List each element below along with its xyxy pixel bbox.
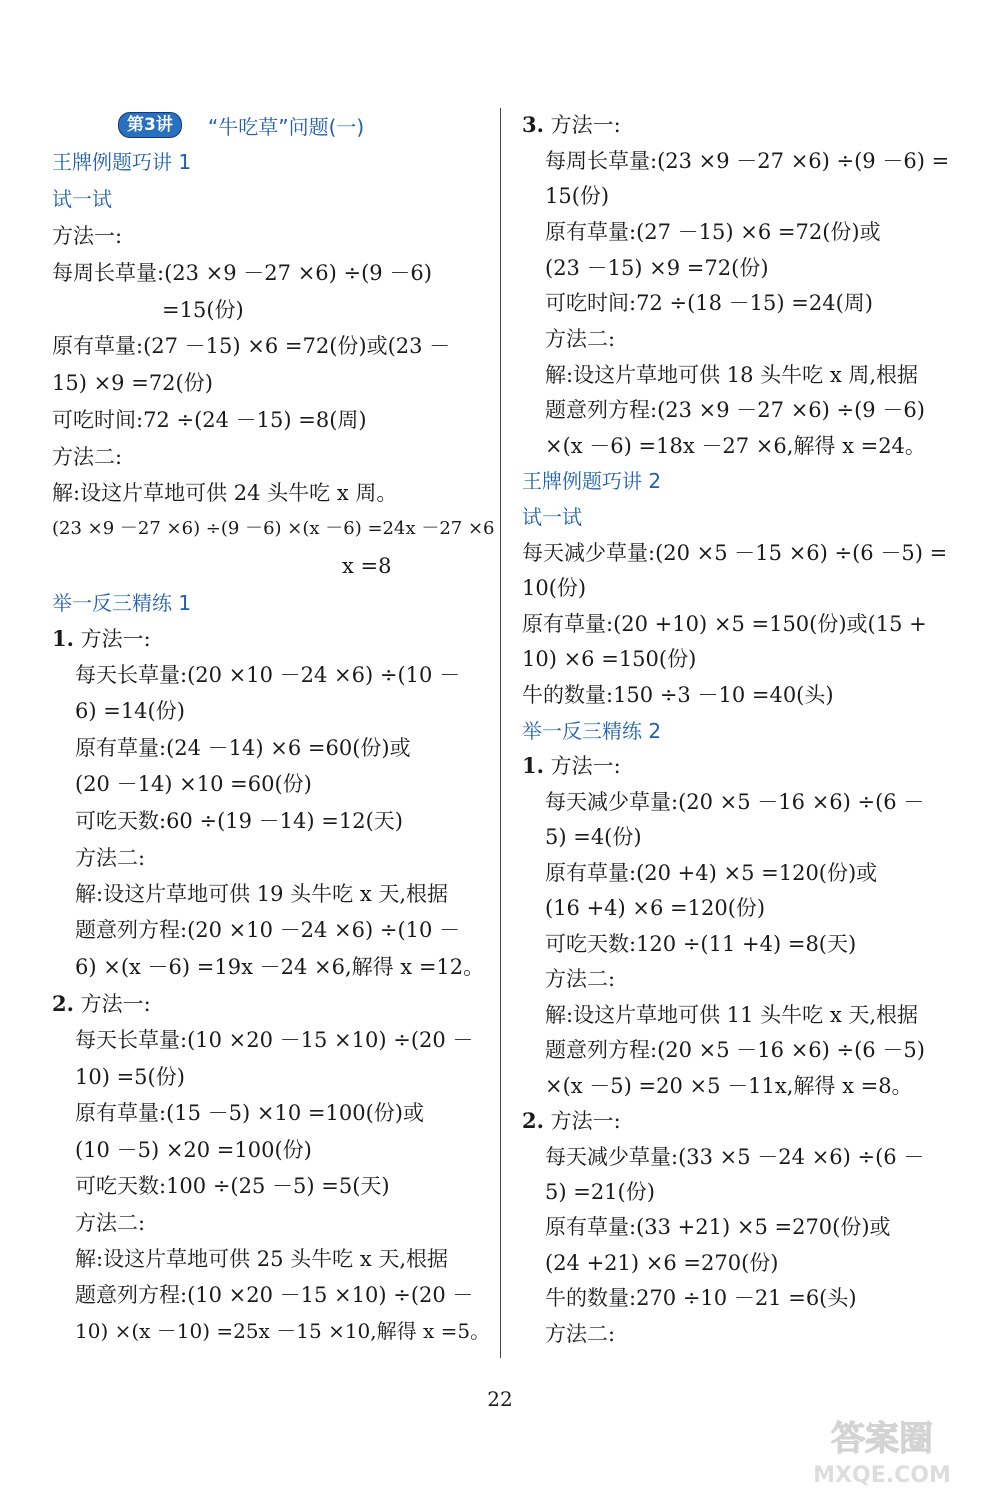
solution-line: 每周长草量:(23 ×9 －27 ×6) ÷(9 －6) — [52, 261, 432, 285]
solution-line: 原有草量:(33 +21) ×5 =270(份)或 — [545, 1215, 891, 1239]
solution-line: =15(份) — [162, 298, 244, 322]
watermark-text: 答案圈 — [831, 1419, 933, 1459]
equation-line: (23 ×9 －27 ×6) ÷(9 －6) ×(x －6) =24x －27 ×6 — [52, 518, 495, 539]
watermark-url: MXQE.COM — [813, 1463, 951, 1488]
solution-line: 5) =4(份) — [545, 825, 642, 849]
method-label: 方法一: — [550, 1109, 621, 1133]
solution-line: (23 －15) ×9 =72(份) — [545, 256, 769, 280]
lecture-title: “牛吃草”问题(一) — [207, 114, 365, 139]
solution-line: 可吃天数:60 ÷(19 －14) =12(天) — [75, 809, 403, 833]
section-heading: 王牌例题巧讲 1 — [52, 150, 192, 174]
method-label: 方法二: — [545, 327, 616, 351]
method-label: 方法二: — [545, 967, 616, 991]
solution-line: 原有草量:(20 +4) ×5 =120(份)或 — [545, 861, 878, 885]
method-label: 方法二: — [52, 445, 123, 469]
solution-line: 每天减少草量:(20 ×5 －15 ×6) ÷(6 －5) = — [522, 541, 948, 565]
subsection-heading: 试一试 — [52, 187, 112, 211]
problem-number: 2. — [52, 991, 74, 1016]
solution-line: 10) ×6 =150(份) — [522, 647, 697, 671]
problem-item — [522, 1106, 621, 1136]
solution-line: 解:设这片草地可供 19 头牛吃 x 天,根据 — [75, 882, 449, 906]
lecture-badge: 第3讲 — [118, 112, 182, 138]
method-label: 方法一: — [550, 754, 621, 778]
section-heading: 举一反三精练 2 — [522, 719, 662, 743]
method-label: 方法二: — [75, 1211, 146, 1235]
solution-line: 10) =5(份) — [75, 1065, 185, 1089]
solution-line: 解:设这片草地可供 25 头牛吃 x 天,根据 — [75, 1247, 449, 1271]
solution-line: 可吃时间:72 ÷(24 －15) =8(周) — [52, 408, 367, 432]
problem-number: 3. — [522, 112, 544, 137]
method-label: 方法二: — [545, 1322, 616, 1346]
solution-line: ×(x －6) =18x －27 ×6,解得 x =24。 — [545, 434, 926, 458]
equation-result: x =8 — [342, 554, 392, 578]
problem-item — [522, 751, 621, 781]
solution-line: 原有草量:(15 －5) ×10 =100(份)或 — [75, 1101, 424, 1125]
solution-line: 可吃天数:120 ÷(11 +4) =8(天) — [545, 932, 857, 956]
solution-line: 可吃时间:72 ÷(18 －15) =24(周) — [545, 291, 873, 315]
section-heading: 举一反三精练 1 — [52, 591, 192, 615]
solution-line: 每周长草量:(23 ×9 －27 ×6) ÷(9 －6) = — [545, 149, 950, 173]
solution-line: 可吃天数:100 ÷(25 －5) =5(天) — [75, 1174, 390, 1198]
watermark-logo — [782, 1408, 982, 1488]
solution-line: 每天长草量:(20 ×10 －24 ×6) ÷(10 － — [75, 663, 461, 687]
problem-item — [522, 110, 621, 140]
solution-line: 牛的数量:150 ÷3 －10 =40(头) — [522, 683, 834, 707]
method-label: 方法一: — [80, 627, 151, 651]
solution-line: 15) ×9 =72(份) — [52, 371, 213, 395]
solution-line: 10) ×(x －10) =25x －15 ×10,解得 x =5。 — [75, 1319, 491, 1343]
problem-number: 1. — [52, 626, 74, 651]
solution-line: 题意列方程:(10 ×20 －15 ×10) ÷(20 － — [75, 1283, 474, 1307]
problem-item — [52, 989, 151, 1019]
solution-line: 每天减少草量:(20 ×5 －16 ×6) ÷(6 － — [545, 790, 925, 814]
problem-item — [52, 624, 151, 654]
method-label: 方法一: — [52, 224, 123, 248]
column-divider — [500, 108, 501, 1358]
solution-line: 10(份) — [522, 576, 587, 600]
solution-line: 原有草量:(24 －14) ×6 =60(份)或 — [75, 736, 411, 760]
solution-line: 6) ×(x －6) =19x －24 ×6,解得 x =12。 — [75, 955, 485, 979]
solution-line: (10 －5) ×20 =100(份) — [75, 1138, 312, 1162]
method-label: 方法二: — [75, 846, 146, 870]
solution-line: 解:设这片草地可供 18 头牛吃 x 周,根据 — [545, 363, 919, 387]
method-label: 方法一: — [550, 113, 621, 137]
solution-line: 解:设这片草地可供 11 头牛吃 x 天,根据 — [545, 1003, 919, 1027]
solution-line: 题意列方程:(20 ×5 －16 ×6) ÷(6 －5) — [545, 1038, 925, 1062]
solution-line: 题意列方程:(20 ×10 －24 ×6) ÷(10 － — [75, 918, 461, 942]
solution-line: (24 +21) ×6 =270(份) — [545, 1251, 779, 1275]
solution-line: 牛的数量:270 ÷10 －21 =6(头) — [545, 1286, 857, 1310]
solution-line: 题意列方程:(23 ×9 －27 ×6) ÷(9 －6) — [545, 398, 925, 422]
solution-line: (16 +4) ×6 =120(份) — [545, 896, 766, 920]
solution-line: 15(份) — [545, 184, 610, 208]
solution-line: 5) =21(份) — [545, 1180, 655, 1204]
page-number: 22 — [487, 1387, 513, 1411]
subsection-heading: 试一试 — [522, 505, 582, 529]
lecture-header — [118, 110, 364, 140]
problem-number: 2. — [522, 1108, 544, 1133]
solution-line: 原有草量:(20 +10) ×5 =150(份)或(15 + — [522, 612, 927, 636]
solution-line: ×(x －5) =20 ×5 －11x,解得 x =8。 — [545, 1074, 913, 1098]
solution-line: 解:设这片草地可供 24 头牛吃 x 周。 — [52, 481, 398, 505]
solution-line: 原有草量:(27 －15) ×6 =72(份)或 — [545, 220, 881, 244]
solution-line: 6) =14(份) — [75, 699, 185, 723]
solution-line: (20 －14) ×10 =60(份) — [75, 772, 312, 796]
method-label: 方法一: — [80, 992, 151, 1016]
solution-line: 每天减少草量:(33 ×5 －24 ×6) ÷(6 － — [545, 1145, 925, 1169]
solution-line: 原有草量:(27 －15) ×6 =72(份)或(23 － — [52, 334, 451, 358]
section-heading: 王牌例题巧讲 2 — [522, 469, 662, 493]
problem-number: 1. — [522, 753, 544, 778]
solution-line: 每天长草量:(10 ×20 －15 ×10) ÷(20 － — [75, 1028, 474, 1052]
